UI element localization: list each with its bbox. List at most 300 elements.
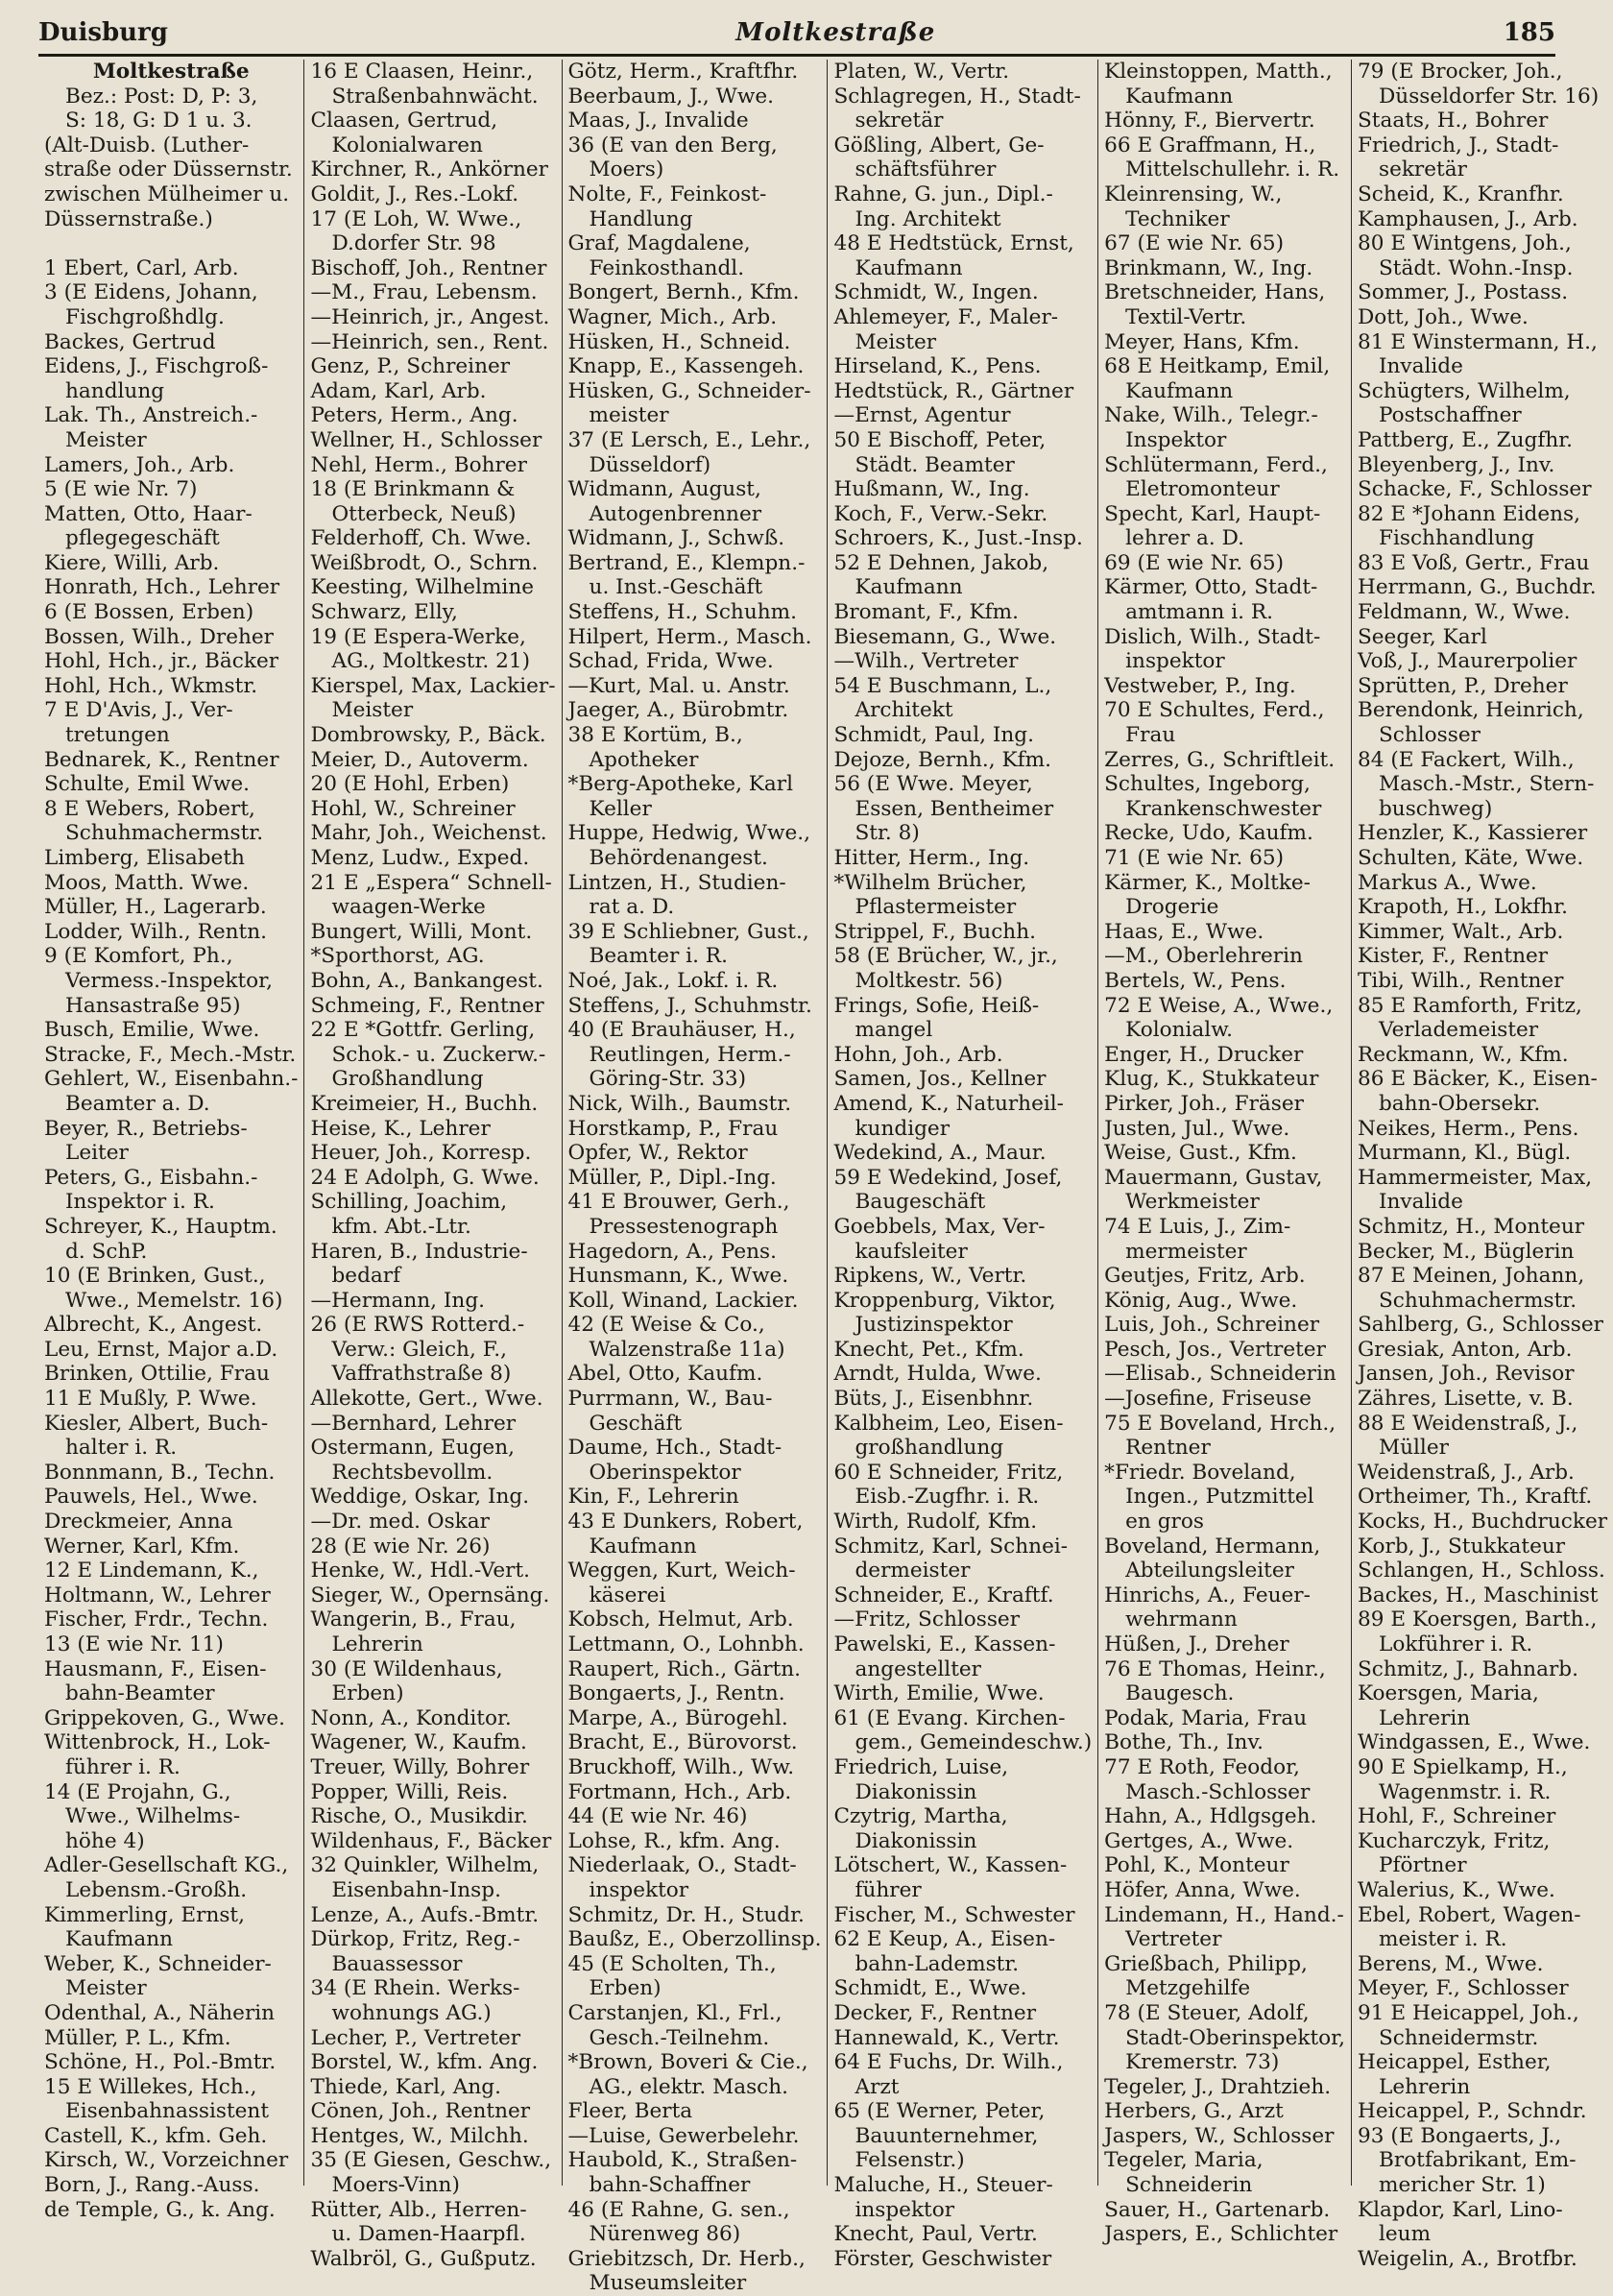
directory-line: Ebel, Robert, Wagen- [1357, 1902, 1581, 1927]
directory-line: Horstkamp, P., Frau [567, 1116, 779, 1141]
directory-line: Schmidt, E., Wwe. [833, 1976, 1027, 2001]
directory-line: Kärmer, K., Moltke- [1104, 870, 1311, 895]
directory-line: bahn-Schaffner [589, 2173, 751, 2198]
directory-line: Klapdor, Karl, Lino- [1357, 2197, 1563, 2222]
directory-line: Lehrerin [331, 1632, 423, 1656]
directory-line: Kaufmann [589, 1534, 697, 1559]
directory-line: 36 (E van den Berg, [567, 133, 778, 157]
directory-line: Specht, Karl, Haupt- [1104, 501, 1321, 526]
directory-line: Nehl, Herm., Bohrer [310, 452, 527, 477]
directory-line: kaufsleiter [855, 1239, 968, 1264]
directory-line: Odenthal, A., Näherin [44, 2000, 276, 2025]
directory-line: Bertels, W., Pens. [1104, 968, 1287, 993]
directory-line: Abel, Otto, Kaufm. [567, 1362, 763, 1387]
directory-line: Kimmer, Walt., Arb. [1357, 919, 1564, 944]
directory-line: Holtmann, W., Lehrer [44, 1583, 271, 1607]
directory-line: Eisenbahn-Insp. [331, 1877, 501, 1902]
directory-line: Pesch, Jos., Vertreter [1104, 1337, 1326, 1362]
directory-line: Matten, Otto, Haar- [44, 501, 253, 526]
column-1 [38, 60, 304, 2222]
directory-line: —M., Oberlehrerin [1104, 944, 1303, 969]
directory-line: —M., Frau, Lebensm. [310, 280, 538, 305]
directory-line: Kaufmann [65, 1927, 174, 1952]
directory-line: Knecht, Paul, Vertr. [833, 2222, 1038, 2247]
directory-line: Adler-Gesellschaft KG., [44, 1853, 289, 1878]
directory-line: Ing. Architekt [855, 206, 1001, 231]
directory-line: Lak. Th., Anstreich.- [44, 403, 258, 428]
directory-line: Weidenstraß, J., Arb. [1357, 1460, 1575, 1485]
directory-line: Pohl, K., Monteur [1104, 1853, 1289, 1878]
directory-line: 66 E Graffmann, H., [1104, 133, 1316, 157]
directory-line: 93 (E Bongaerts, J., [1357, 2123, 1562, 2148]
directory-line: Klug, K., Stukkateur [1104, 1067, 1319, 1092]
directory-line: Lehrerin [1378, 1705, 1471, 1730]
directory-line: Bracht, E., Bürovorst. [567, 1730, 798, 1755]
directory-line: Textil-Vertr. [1125, 304, 1247, 329]
directory-line: 88 E Weidenstraß, J., [1357, 1411, 1578, 1436]
directory-line: Haubold, K., Straßen- [567, 2148, 798, 2173]
column-6 [1352, 60, 1613, 2271]
directory-line: Platen, W., Vertr. [833, 60, 1010, 84]
directory-line: Keller [589, 796, 652, 821]
directory-line: halter i. R. [65, 1436, 178, 1461]
directory-line: Leu, Ernst, Major a.D. [44, 1337, 278, 1362]
directory-line: Eisenbahnassistent [65, 2099, 270, 2124]
directory-line: AG., elektr. Masch. [589, 2074, 789, 2099]
directory-line: Bromant, F., Kfm. [833, 600, 1019, 625]
directory-line: Kierspel, Max, Lackier- [310, 673, 556, 698]
directory-line: Apotheker [589, 747, 699, 772]
directory-line: Wellner, H., Schlosser [310, 427, 542, 452]
directory-line: 37 (E Lersch, E., Lehr., [567, 427, 811, 452]
directory-line: Ortheimer, Th., Kraftf. [1357, 1485, 1593, 1510]
directory-line: Hohl, Hch., Wkmstr. [44, 673, 258, 698]
directory-line: Nonn, A., Konditor. [310, 1705, 512, 1730]
directory-line: Schneidermstr. [1378, 2025, 1539, 2050]
directory-line: 43 E Dunkers, Robert, [567, 1510, 804, 1535]
directory-line: Neikes, Herm., Pens. [1357, 1116, 1579, 1141]
directory-line: 18 (E Brinkmann & [310, 477, 516, 502]
directory-line: Göring-Str. 33) [589, 1067, 747, 1092]
directory-line: Meister [331, 698, 414, 723]
directory-line: Luis, Joh., Schreiner [1104, 1313, 1320, 1338]
directory-line: Lamers, Joh., Arb. [44, 452, 235, 477]
directory-line: Hohn, Joh., Arb. [833, 1042, 1003, 1067]
directory-line: Schügters, Wilhelm, [1357, 378, 1571, 403]
directory-line: 64 E Fuchs, Dr. Wilh., [833, 2050, 1064, 2075]
directory-line: Lötschert, W., Kassen- [833, 1853, 1068, 1878]
directory-line: 41 E Brouwer, Gerh., [567, 1190, 790, 1215]
directory-line: Pirker, Joh., Fräser [1104, 1091, 1304, 1116]
directory-line: Postschaffner [1378, 403, 1522, 428]
directory-line: Maluche, H., Steuer- [833, 2173, 1053, 2198]
directory-line: Jaspers, E., Schlichter [1104, 2222, 1338, 2247]
directory-line: 42 (E Weise & Co., [567, 1313, 765, 1338]
directory-line: handlung [65, 378, 165, 403]
directory-line: 77 E Roth, Feodor, [1104, 1754, 1300, 1779]
directory-line: Lenze, A., Aufs.-Bmtr. [310, 1902, 540, 1927]
directory-line: 3 (E Eidens, Johann, [44, 280, 258, 305]
directory-line: Widmann, J., Schwß. [567, 526, 785, 551]
directory-line: Jaspers, W., Schlosser [1104, 2123, 1335, 2148]
directory-line: Grießbach, Philipp, [1104, 1951, 1308, 1976]
directory-line: Bonnmann, B., Techn. [44, 1460, 276, 1485]
directory-line: Oberinspektor [589, 1460, 741, 1485]
directory-line: Hüsken, G., Schneider- [567, 378, 811, 403]
directory-line: 58 (E Brücher, W., jr., [833, 944, 1058, 969]
directory-line: Großhandlung [331, 1067, 484, 1092]
directory-line: Carstanjen, Kl., Frl., [567, 2000, 782, 2025]
directory-line: Masch.-Schlosser [1125, 1779, 1311, 1804]
directory-line: Huppe, Hedwig, Wwe., [567, 821, 810, 846]
directory-line: Schulte, Emil Wwe. [44, 772, 251, 797]
directory-line: Kreimeier, H., Buchh. [310, 1091, 539, 1116]
directory-line: Henke, W., Hdl.-Vert. [310, 1559, 531, 1583]
directory-line: Kroppenburg, Viktor, [833, 1288, 1056, 1313]
directory-line: Raupert, Rich., Gärtn. [567, 1656, 802, 1681]
directory-line: Autogenbrenner [589, 501, 762, 526]
directory-line: 79 (E Brocker, Joh., [1357, 60, 1563, 84]
directory-line: Weigelin, A., Brotfbr. [1357, 2246, 1577, 2271]
directory-line: d. SchP. [65, 1239, 148, 1264]
directory-line: Schmitz, J., Bahnarb. [1357, 1656, 1578, 1681]
directory-line: 59 E Wedekind, Josef, [833, 1165, 1063, 1190]
directory-line: 20 (E Hohl, Erben) [310, 772, 510, 797]
directory-line: schäftsführer [855, 157, 997, 182]
directory-line: Nake, Wilh., Telegr.- [1104, 403, 1318, 428]
directory-line: Nürenweg 86) [589, 2222, 741, 2247]
directory-line: 19 (E Espera-Werke, [310, 624, 526, 649]
directory-line: lehrer a. D. [1125, 526, 1245, 551]
directory-line: höhe 4) [65, 1828, 145, 1853]
directory-line: 61 (E Evang. Kirchen- [833, 1705, 1066, 1730]
directory-line: kundiger [855, 1116, 951, 1141]
directory-line: Lohse, R., kfm. Ang. [567, 1828, 781, 1853]
directory-line: —Luise, Gewerbelehr. [567, 2123, 800, 2148]
directory-line: Fortmann, Hch., Arb. [567, 1779, 792, 1804]
directory-line: Fischhandlung [1378, 526, 1535, 551]
directory-line: Korb, J., Stukkateur [1357, 1534, 1566, 1559]
directory-line: Rütter, Alb., Herren- [310, 2197, 527, 2222]
directory-line: Decker, F., Rentner [833, 2000, 1037, 2025]
directory-line: 91 E Heicappel, Joh., [1357, 2000, 1579, 2025]
directory-line: Samen, Jos., Kellner [833, 1067, 1047, 1092]
directory-line: Kocks, H., Buchdrucker [1357, 1510, 1608, 1535]
directory-line: Meyer, Hans, Kfm. [1104, 329, 1300, 354]
directory-line: Koch, F., Verw.-Sekr. [833, 501, 1048, 526]
directory-line: Weise, Gust., Kfm. [1104, 1141, 1297, 1166]
directory-line: Bruckhoff, Wilh., Ww. [567, 1754, 795, 1779]
directory-line: Invalide [1378, 354, 1463, 379]
directory-line: Schuhmachermstr. [1378, 1288, 1577, 1313]
directory-line: zwischen Mülheimer u. [44, 181, 290, 206]
directory-line: Wittenbrock, H., Lok- [44, 1730, 271, 1755]
directory-line: Bossen, Wilh., Dreher [44, 624, 274, 649]
directory-line: Pflastermeister [855, 895, 1017, 920]
directory-line: Mauermann, Gustav, [1104, 1165, 1323, 1190]
directory-line: Hammermeister, Max, [1357, 1165, 1593, 1190]
directory-line: Herrmann, G., Buchdr. [1357, 575, 1597, 600]
directory-line: mericher Str. 1) [1378, 2173, 1546, 2198]
columns [38, 60, 1608, 2296]
directory-line: —Heinrich, sen., Rent. [310, 329, 549, 354]
directory-line: inspektor [855, 2197, 955, 2222]
directory-line: Keesting, Wilhelmine [310, 575, 535, 600]
directory-line: Weggen, Kurt, Weich- [567, 1559, 796, 1583]
directory-line: Ahlemeyer, F., Maler- [833, 304, 1059, 329]
directory-line: Lintzen, H., Studien- [567, 870, 786, 895]
directory-line: Kamphausen, J., Arb. [1357, 206, 1578, 231]
directory-line: Geschäft [589, 1411, 683, 1436]
directory-line: Arndt, Hulda, Wwe. [833, 1362, 1042, 1387]
directory-line: —Heinrich, jr., Angest. [310, 304, 550, 329]
directory-line: Walbröl, G., Gußputz. [310, 2246, 537, 2271]
directory-line: Vermess.-Inspektor, [65, 968, 273, 993]
directory-line: Bretschneider, Hans, [1104, 280, 1326, 305]
directory-line: Schok.- u. Zuckerw.- [331, 1042, 546, 1067]
directory-line: waagen-Werke [331, 895, 486, 920]
directory-line: Hußmann, W., Ing. [833, 477, 1030, 502]
directory-line: Müller, P., Dipl.-Ing. [567, 1165, 777, 1190]
directory-line: angestellter [855, 1656, 981, 1681]
directory-line: Kaufmann [855, 255, 963, 280]
directory-line: Krankenschwester [1125, 796, 1322, 821]
directory-line: Moos, Matth. Wwe. [44, 870, 250, 895]
directory-line: 84 (E Fackert, Wilh., [1357, 747, 1575, 772]
directory-line: Pawelski, E., Kassen- [833, 1632, 1056, 1656]
directory-line: *Berg-Apotheke, Karl [567, 772, 794, 797]
directory-line: dermeister [855, 1559, 971, 1583]
directory-line: Schwarz, Elly, [310, 600, 458, 625]
directory-line: 15 E Willekes, Hch., [44, 2074, 257, 2099]
directory-line: Daume, Hch., Stadt- [567, 1436, 782, 1461]
directory-line: Kleinrensing, W., [1104, 181, 1283, 206]
directory-line: Griebitzsch, Dr. Herb., [567, 2246, 806, 2271]
directory-line: Sprütten, P., Dreher [1357, 673, 1568, 698]
directory-line: Pauwels, Hel., Wwe. [44, 1485, 258, 1510]
directory-line: 9 (E Komfort, Ph., [44, 944, 233, 969]
directory-line: straße oder Düssernstr. [44, 157, 293, 182]
directory-line: Fleer, Berta [567, 2099, 693, 2124]
directory-line: Bothe, Th., Inv. [1104, 1730, 1264, 1755]
directory-line: Menz, Ludw., Exped. [310, 846, 530, 870]
directory-line: Brotfabrikant, Em- [1378, 2148, 1577, 2173]
directory-line: 90 E Spielkamp, H., [1357, 1754, 1568, 1779]
directory-line: Friedrich, Luise, [833, 1754, 1009, 1779]
directory-line: Moers) [589, 157, 664, 182]
directory-line: Graf, Magdalene, [567, 231, 751, 256]
directory-line: Behördenangest. [589, 846, 768, 870]
directory-line: Rentner [1125, 1436, 1211, 1461]
directory-line: bahn-Beamter [65, 1681, 215, 1706]
directory-line: 54 E Buschmann, L., [833, 673, 1052, 698]
directory-line: Hilpert, Herm., Masch. [567, 624, 812, 649]
directory-line: 86 E Bäcker, K., Eisen- [1357, 1067, 1598, 1092]
directory-line: bahn-Lademstr. [855, 1951, 1020, 1976]
directory-line: Sieger, W., Opernsäng. [310, 1583, 550, 1607]
directory-line: inspektor [589, 1877, 689, 1902]
directory-line: 35 (E Giesen, Geschw., [310, 2148, 552, 2173]
directory-line: Frings, Sofie, Heiß- [833, 993, 1040, 1018]
directory-line: großhandlung [855, 1436, 1004, 1461]
directory-line: Kucharczyk, Fritz, [1357, 1828, 1551, 1853]
directory-line: Kaufmann [855, 575, 963, 600]
directory-line: Inspektor [1125, 427, 1227, 452]
directory-line: Pattberg, E., Zugfhr. [1357, 427, 1574, 452]
directory-line: 10 (E Brinken, Gust., [44, 1264, 266, 1289]
directory-line: *Friedr. Boveland, [1104, 1460, 1296, 1485]
directory-line: Schuhmachermstr. [65, 821, 264, 846]
directory-line: Amend, K., Naturheil- [833, 1091, 1064, 1116]
directory-line: Hedtstück, R., Gärtner [833, 378, 1074, 403]
directory-line: Beyer, R., Betriebs- [44, 1116, 248, 1141]
directory-line: Wagner, Mich., Arb. [567, 304, 778, 329]
directory-line: Hausmann, F., Eisen- [44, 1656, 267, 1681]
directory-line: AG., Moltkestr. 21) [331, 649, 531, 674]
directory-line: Jaeger, A., Bürobmtr. [567, 698, 789, 723]
directory-line: Hüßen, J., Dreher [1104, 1632, 1289, 1656]
directory-line: Bongert, Bernh., Kfm. [567, 280, 800, 305]
directory-line: Diakonissin [855, 1828, 977, 1853]
directory-line: Heicappel, P., Schndr. [1357, 2099, 1587, 2124]
directory-line: —Ernst, Agentur [833, 403, 1011, 428]
directory-line: Lebensm.-Großh. [65, 1877, 248, 1902]
directory-line: Architekt [855, 698, 953, 723]
directory-line: Höfer, Anna, Wwe. [1104, 1877, 1301, 1902]
directory-line: 11 E Mußly, P. Wwe. [44, 1387, 257, 1412]
directory-line: mermeister [1125, 1239, 1247, 1264]
directory-line: Düssernstraße.) [44, 206, 213, 231]
directory-line: meister i. R. [1378, 1927, 1507, 1952]
directory-line: Essen, Bentheimer [855, 796, 1054, 821]
directory-line: Eisb.-Zugfhr. i. R. [855, 1485, 1040, 1510]
directory-line: Kremerstr. 73) [1125, 2050, 1280, 2075]
directory-line: Fischgroßhdlg. [65, 304, 225, 329]
directory-line: Schilling, Joachim, [310, 1190, 508, 1215]
directory-line: Götz, Herm., Kraftfhr. [567, 60, 799, 84]
directory-line: Str. 8) [855, 821, 920, 846]
directory-line: Honrath, Hch., Lehrer [44, 575, 280, 600]
directory-line: Sahlberg, G., Schlosser [1357, 1313, 1603, 1338]
directory-line: Heuer, Joh., Korresp. [310, 1141, 532, 1166]
directory-line: Rechtsbevollm. [331, 1460, 494, 1485]
directory-line: Werkmeister [1125, 1190, 1260, 1215]
directory-line: Baugesch. [1125, 1681, 1235, 1706]
directory-line: 50 E Bischoff, Peter, [833, 427, 1047, 452]
directory-line: Arzt [855, 2074, 900, 2099]
column-5 [1098, 60, 1352, 2247]
directory-line: Voß, J., Maurerpolier [1357, 649, 1577, 674]
directory-line: 78 (E Steuer, Adolf, [1104, 2000, 1310, 2025]
directory-line: Tibi, Wilh., Rentner [1357, 968, 1564, 993]
directory-line: führer [855, 1877, 922, 1902]
directory-line: Gertges, A., Wwe. [1104, 1828, 1294, 1853]
directory-line: Allekotte, Gert., Wwe. [310, 1387, 543, 1412]
directory-line: Museumsleiter [589, 2271, 747, 2296]
directory-line: führer i. R. [65, 1754, 181, 1779]
directory-line: Strippel, F., Buchh. [833, 919, 1036, 944]
directory-line: Bischoff, Joh., Rentner [310, 255, 547, 280]
directory-line: Bungert, Willi, Mont. [310, 919, 533, 944]
directory-line: Adam, Karl, Arb. [310, 378, 487, 403]
directory-line: Biesemann, G., Wwe. [833, 624, 1057, 649]
directory-line: 40 (E Brauhäuser, H., [567, 1018, 796, 1043]
directory-line: Mahr, Joh., Weichenst. [310, 821, 547, 846]
directory-line: *Wilhelm Brücher, [833, 870, 1027, 895]
directory-line: 5 (E wie Nr. 7) [44, 477, 198, 502]
directory-line: Straßenbahnwächt. [331, 84, 539, 109]
directory-line: Schmidt, Paul, Ing. [833, 723, 1034, 748]
directory-line: Abteilungsleiter [1125, 1559, 1294, 1583]
directory-line: 87 E Meinen, Johann, [1357, 1264, 1585, 1289]
directory-line: 30 (E Wildenhaus, [310, 1656, 503, 1681]
column-4 [828, 60, 1098, 2271]
directory-line: Widmann, August, [567, 477, 761, 502]
directory-line: bedarf [331, 1264, 401, 1289]
directory-line: 7 E D'Avis, J., Ver- [44, 698, 233, 723]
directory-line: Pressestenograph [589, 1214, 779, 1239]
directory-line: Meister [65, 1976, 147, 2001]
directory-line: Ripkens, W., Vertr. [833, 1264, 1027, 1289]
directory-line: Knapp, E., Kassengeh. [567, 354, 805, 379]
directory-line: Sommer, J., Postass. [1357, 280, 1569, 305]
directory-line: Hunsmann, K., Wwe. [567, 1264, 789, 1289]
directory-line: bahn-Obersekr. [1378, 1091, 1541, 1116]
directory-line: 38 E Kortüm, B., [567, 723, 743, 748]
directory-line: Schreyer, K., Hauptm. [44, 1214, 277, 1239]
directory-line: —Wilh., Vertreter [833, 649, 1019, 674]
directory-line: 17 (E Loh, W. Wwe., [310, 206, 522, 231]
directory-line: Maas, J., Invalide [567, 109, 749, 133]
directory-line: Hohl, F., Schreiner [1357, 1804, 1556, 1829]
directory-line: Peters, G., Eisbahn.- [44, 1165, 258, 1190]
directory-line: 48 E Hedtstück, Ernst, [833, 231, 1074, 256]
directory-line: Treuer, Willy, Bohrer [310, 1754, 530, 1779]
directory-line: Schlütermann, Ferd., [1104, 452, 1328, 477]
directory-line: Podak, Maria, Frau [1104, 1705, 1308, 1730]
directory-line: Vaffrathstraße 8) [331, 1362, 512, 1387]
directory-line: Brinkmann, W., Ing. [1104, 255, 1313, 280]
directory-line: Düsseldorf) [589, 452, 711, 477]
directory-line: 39 E Schliebner, Gust., [567, 919, 809, 944]
directory-line: Drogerie [1125, 895, 1219, 920]
directory-line: 75 E Boveland, Hrch., [1104, 1411, 1336, 1436]
directory-line: Kalbheim, Leo, Eisen- [833, 1411, 1064, 1436]
directory-line: Lindemann, H., Hand.- [1104, 1902, 1344, 1927]
directory-line: Dombrowsky, P., Bäck. [310, 723, 546, 748]
directory-line: wohnungs AG.) [331, 2000, 492, 2025]
directory-line: Schulten, Käte, Wwe. [1357, 846, 1584, 870]
directory-line: 6 (E Bossen, Erben) [44, 600, 254, 625]
directory-line: Schad, Frida, Wwe. [567, 649, 774, 674]
directory-line: Zähres, Lisette, v. B. [1357, 1387, 1574, 1412]
directory-line: Weddige, Oskar, Ing. [310, 1485, 530, 1510]
directory-line: tretungen [65, 723, 170, 748]
directory-line: Kirchner, R., Ankörner [310, 157, 548, 182]
directory-line: Noé, Jak., Lokf. i. R. [567, 968, 779, 993]
directory-line: Stadt-Oberinspektor, [1125, 2025, 1345, 2050]
directory-line: Justen, Jul., Wwe. [1104, 1116, 1290, 1141]
directory-line: —Bernhard, Lehrer [310, 1411, 517, 1436]
directory-line: Kleinstoppen, Matth., [1104, 60, 1333, 84]
directory-line: 81 E Winstermann, H., [1357, 329, 1598, 354]
directory-line: Koll, Winand, Lackier. [567, 1288, 799, 1313]
directory-line: 65 (E Werner, Peter, [833, 2099, 1046, 2124]
directory-line: Kimmerling, Ernst, [44, 1902, 245, 1927]
directory-line: Born, J., Rang.-Auss. [44, 2173, 260, 2198]
directory-line: Feinkosthandl. [589, 255, 745, 280]
directory-line: Schacke, F., Schlosser [1357, 477, 1592, 502]
